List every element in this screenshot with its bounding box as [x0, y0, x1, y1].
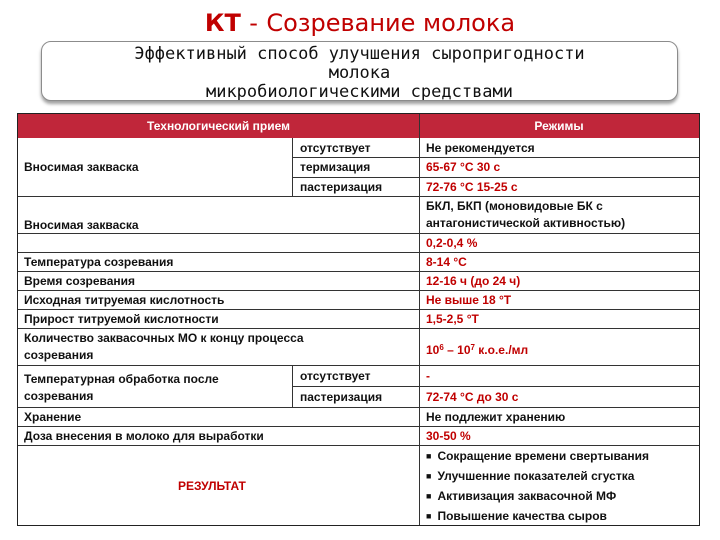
row-line	[18, 445, 699, 446]
mo-count-unit: к.о.е./мл	[474, 343, 529, 357]
mo-count-exp-b: 7	[470, 343, 475, 352]
subtitle-line-2: молока	[328, 63, 391, 83]
starter-culture-line-2: антагонистической активностью)	[426, 216, 626, 230]
mo-count-exp-a: 6	[439, 343, 444, 352]
starter-opt-none: отсутствует	[300, 141, 371, 155]
result-text: Активизация заквасочной МФ	[437, 489, 617, 503]
starter-mode-pasteurization: 72-76 °С 15-25 с	[426, 180, 518, 194]
title-text: Созревание молока	[266, 9, 516, 37]
row-line	[18, 290, 699, 291]
bullet-icon: ■	[426, 451, 432, 461]
result-text: Сокращение времени свертывания	[437, 449, 649, 463]
row-line	[18, 365, 699, 366]
dose-label: Доза внесения в молоко для выработки	[24, 429, 264, 443]
heat-mode-pasteurization: 72-74 °С до 30 с	[426, 390, 519, 404]
bullet-icon: ■	[426, 471, 432, 481]
subtitle-line-3: микробиологическими средствами	[205, 82, 514, 101]
row-line	[18, 233, 699, 234]
row-line	[292, 177, 699, 178]
heat-treatment-label-line-1: Температурная обработка после	[24, 372, 219, 386]
mo-count-mode	[426, 342, 528, 358]
storage-mode: Не подлежит хранению	[426, 410, 566, 424]
row-line	[18, 252, 699, 253]
bullet-icon: ■	[426, 491, 432, 501]
row-line	[292, 386, 699, 387]
subtitle-box	[41, 41, 678, 101]
starter-label-1: Вносимая закваска	[24, 160, 139, 174]
heat-mode-none: -	[426, 369, 430, 383]
result-text: Улучшенние показателей сгустка	[437, 469, 635, 483]
dose-value: 30-50 %	[426, 429, 471, 443]
row-line	[18, 309, 699, 310]
title-separator: -	[249, 9, 258, 37]
acidity-gain-label: Прирост титруемой кислотности	[24, 312, 219, 326]
result-item	[426, 468, 634, 485]
row-line	[18, 407, 699, 408]
heat-opt-none: отсутствует	[300, 369, 371, 383]
mo-count-label-line-2: созревания	[24, 348, 94, 362]
row-line	[292, 157, 699, 158]
slide-title	[0, 8, 720, 38]
subtitle-line-1: Эффективный способ улучшения сыропригодности	[134, 44, 585, 64]
header-left: Технологический прием	[18, 114, 419, 138]
heat-treatment-label-line-2: созревания	[24, 389, 94, 403]
time-label: Время созревания	[24, 274, 136, 288]
result-item	[426, 488, 616, 505]
title-code: КТ	[204, 9, 241, 37]
opts-divider-1	[292, 138, 293, 196]
column-divider	[419, 114, 420, 525]
starter-opt-thermization: термизация	[300, 160, 371, 174]
starter-mode-thermization: 65-67 °С 30 с	[426, 160, 501, 174]
starter-opt-pasteurization: пастеризация	[300, 180, 383, 194]
starter-culture-line-1: БКЛ, БКП (моновидовые БК с	[426, 199, 603, 213]
acidity-label: Исходная титруемая кислотность	[24, 293, 225, 307]
modes-table	[17, 113, 700, 526]
starter-label-2: Вносимая закваска	[24, 218, 139, 232]
temperature-mode: 8-14 °С	[426, 255, 467, 269]
time-mode: 12-16 ч (до 24 ч)	[426, 274, 521, 288]
starter-mode-none: Не рекомендуется	[426, 141, 535, 155]
row-line	[18, 271, 699, 272]
result-text: Повышение качества сыров	[437, 509, 607, 523]
row-line	[18, 426, 699, 427]
mo-count-label-line-1: Количество заквасочных МО к концу процесса	[24, 331, 304, 345]
mo-count-base-a: 10	[426, 343, 440, 357]
bullet-icon: ■	[426, 511, 432, 521]
result-item	[426, 508, 607, 525]
row-line	[18, 196, 699, 197]
result-item	[426, 448, 649, 465]
heat-opt-pasteurization: пастеризация	[300, 390, 383, 404]
row-line	[18, 328, 699, 329]
temperature-label: Температура созревания	[24, 255, 174, 269]
header-right: Режимы	[419, 114, 699, 138]
result-label: РЕЗУЛЬТАТ	[178, 479, 246, 493]
storage-label: Хранение	[24, 410, 82, 424]
mo-count-base-b: – 10	[443, 343, 471, 357]
acidity-mode: Не выше 18 °Т	[426, 293, 512, 307]
acidity-gain-mode: 1,5-2,5 °Т	[426, 312, 479, 326]
starter-dose-mode: 0,2-0,4 %	[426, 236, 478, 250]
